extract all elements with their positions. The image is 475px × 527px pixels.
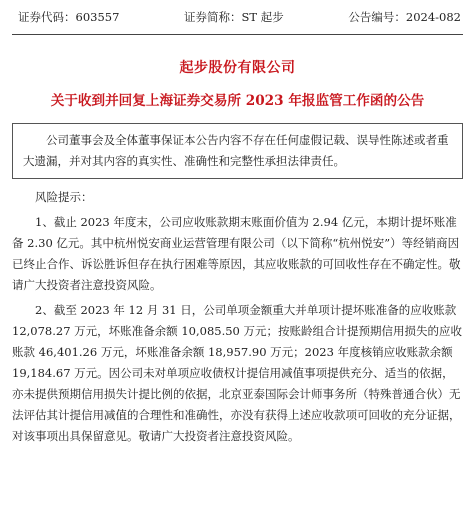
announcement-header [12,0,463,35]
stock-code: 证券代码：603557 [18,10,120,24]
board-statement-box: 公司董事会及全体董事保证本公告内容不存在任何虚假记载、误导性陈述或者重大遗漏，并对其内容的真实性、准确性和完整性承担法律责任。 [12,123,463,179]
risk-section [12,187,463,447]
risk-paragraph-2: 2、截至 2023 年 12 月 31 日，公司单项金额重大并单项计提坏账准备的应收账款 12,078.27 万元，坏账准备余额 10,085.50 万元；按账龄组合计提预期信用损失的应收账款 46,401.26 万元，坏账准备余额 18,957.90 万元；2023 年度核销应收账款余额 19,184.67 万元。因公司未对单项应收债权计提信用减值事项提供充分、适当的依据，亦未提供预期信用损失计提比例的依据，北京亚泰国际会计师事务所（特殊普通合伙）无法评估其计提信用减值的合理性和准确性，亦没有获得上述应收款项可回收的充分证据，对该事项出具保留意见。敬请广大投资者注意投资风险。 [12,303,463,443]
risk-heading: 风险提示： [35,190,93,204]
announcement-title: 关于收到并回复上海证券交易所 2023 年报监管工作函的公告 [50,93,425,109]
announcement-number: 公告编号：2024-082 [348,10,461,24]
risk-paragraph-1: 1、截止 2023 年度末，公司应收账款期末账面价值为 2.94 亿元，本期计提坏账准备 2.30 亿元。其中杭州悦安商业运营管理有限公司（以下简称“杭州悦安”）等经销商因已终止合作、诉讼胜诉但存在执行困难等原因，其应收账款的可回收性存在不确定性。敬请广大投资者注意投资风险。 [12,215,461,292]
company-name: 起步股份有限公司 [179,60,296,76]
stock-name: 证券简称：ST 起步 [184,10,284,24]
